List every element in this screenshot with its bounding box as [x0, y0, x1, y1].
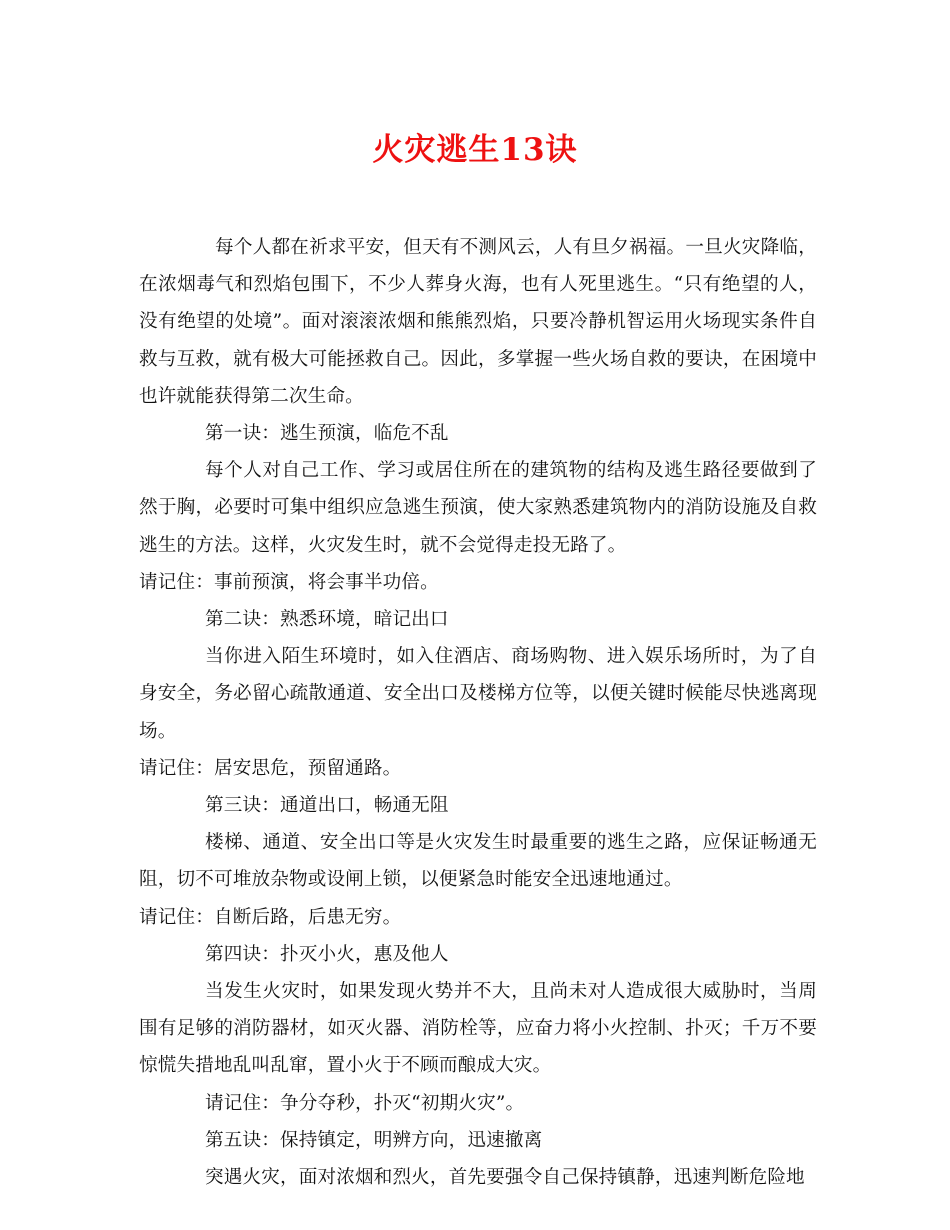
tip-1-heading: 第一诀：逃生预演，临危不乱: [205, 423, 449, 445]
tip-4-reminder: 请记住：争分夺秒，扑灭“初期火灾”。: [205, 1092, 525, 1114]
document-title: 火灾逃生13诀: [372, 132, 578, 168]
tip-2-body: 当你进入陌生环境时，如入住酒店、商场购物、进入娱乐场所时，为了自身安全，务必留心疏散通道、安全出口及楼梯方位等，以便关键时候能尽快逃离现场。: [139, 646, 817, 742]
tip-5-heading: 第五诀：保持镇定，明辨方向，迅速撤离: [205, 1129, 543, 1151]
tip-1-reminder: 请记住：事前预演，将会事半功倍。: [139, 571, 439, 593]
tip-4-body: 当发生火灾时，如果发现火势并不大，且尚未对人造成很大威胁时，当周围有足够的消防器材，如灭火器、消防栓等，应奋力将小火控制、扑灭；千万不要惊慌失措地乱叫乱窜，置小火于不顾而酿成大灾。: [139, 981, 817, 1077]
tip-4-heading: 第四诀：扑灭小火，惠及他人: [205, 943, 449, 965]
tip-2-heading: 第二诀：熟悉环境，暗记出口: [205, 609, 449, 631]
document-body: [139, 229, 817, 1196]
tip-5-body: 突遇火灾，面对浓烟和烈火，首先要强令自己保持镇静，迅速判断危险地: [205, 1167, 805, 1189]
tip-2-reminder: 请记住：居安思危，预留通路。: [139, 757, 402, 779]
intro-paragraph: 每个人都在祈求平安，但天有不测风云，人有旦夕祸福。一旦火灾降临，在浓烟毒气和烈焰包围下，不少人葬身火海，也有人死里逃生。“只有绝望的人，没有绝望的处境”。面对滚滚浓烟和熊熊烈焰，只要冷静机智运用火场现实条件自救与互救，就有极大可能拯救自己。因此，多掌握一些火场自救的要诀，在困境中也许就能获得第二次生命。: [139, 237, 817, 407]
tip-3-body: 楼梯、通道、安全出口等是火灾发生时最重要的逃生之路，应保证畅通无阻，切不可堆放杂物或设闸上锁，以便紧急时能安全迅速地通过。: [139, 832, 817, 891]
tip-1-body: 每个人对自己工作、学习或居住所在的建筑物的结构及逃生路径要做到了然于胸，必要时可集中组织应急逃生预演，使大家熟悉建筑物内的消防设施及自救逃生的方法。这样，火灾发生时，就不会觉得走投无路了。: [139, 460, 817, 556]
tip-3-heading: 第三诀：通道出口，畅通无阻: [205, 795, 449, 817]
tip-3-reminder: 请记住：自断后路，后患无穷。: [139, 906, 402, 928]
